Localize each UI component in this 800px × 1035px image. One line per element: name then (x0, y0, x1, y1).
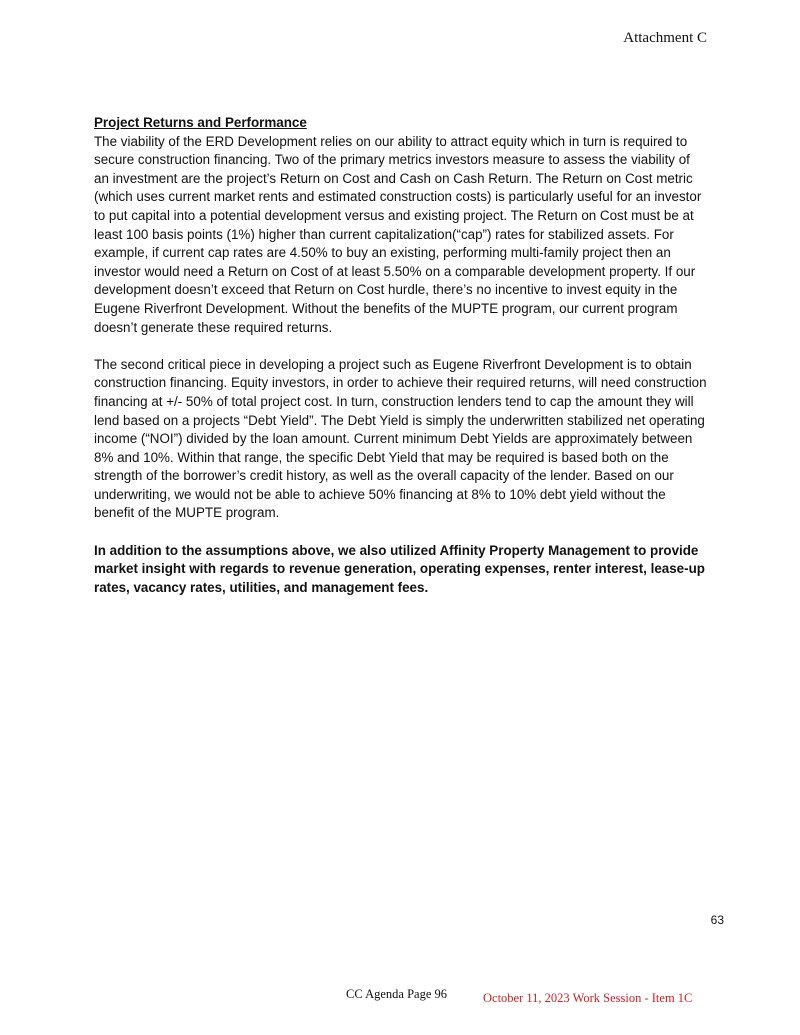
section-heading: Project Returns and Performance (94, 115, 307, 130)
work-session-label: October 11, 2023 Work Session - Item 1C (483, 991, 693, 1005)
document-body (94, 114, 708, 616)
page-number: 63 (710, 913, 724, 927)
paragraph-return-on-cost: The viability of the ERD Development relies on our ability to attract equity which in turn is required to secure construction financing. Two of the primary metrics investors measure to assess the viability of an investment are the project’s Return on Cost and Cash on Cash Return. The Return on Cost metric (which uses current market rents and estimated construction costs) is particularly useful for an investor to put capital into a potential development versus and existing project. The Return on Cost must be at least 100 basis points (1%) higher than current capitalization(“cap”) rates for stabilized assets. For example, if current cap rates are 4.50% to buy an existing, performing multi-family project then an investor would need a Return on Cost of at least 5.50% on a comparable development property. If our development doesn’t exceed that Return on Cost hurdle, there’s no incentive to invest equity in the Eugene Riverfront Development. Without the benefits of the MUPTE program, our current program doesn’t generate these required returns. (94, 133, 702, 335)
agenda-page-label: CC Agenda Page 96 (346, 987, 448, 1001)
paragraph-assumptions: In addition to the assumptions above, we also utilized Affinity Property Management to provide market insight with regards to revenue generation, operating expenses, renter interest, lease-up rates, vacancy rates, utilities, and management fees. (94, 542, 705, 595)
attachment-label: Attachment C (623, 30, 707, 46)
paragraph-construction-financing: The second critical piece in developing a project such as Eugene Riverfront Development is to obtain construction financing. Equity investors, in order to achieve their required returns, will need construction financing at +/- 50% of total project cost. In turn, construction lenders tend to cap the amount they will lend based on a projects “Debt Yield”. The Debt Yield is simply the underwritten stabilized net operating income (“NOI”) divided by the loan amount. Current minimum Debt Yields are approximately between 8% and 10%. Within that range, the specific Debt Yield that may be required is based both on the strength of the borrower’s credit history, as well as the overall capacity of the lender. Based on our underwriting, we would not be able to achieve 50% financing at 8% to 10% debt yield without the benefit of the MUPTE program. (94, 356, 707, 521)
